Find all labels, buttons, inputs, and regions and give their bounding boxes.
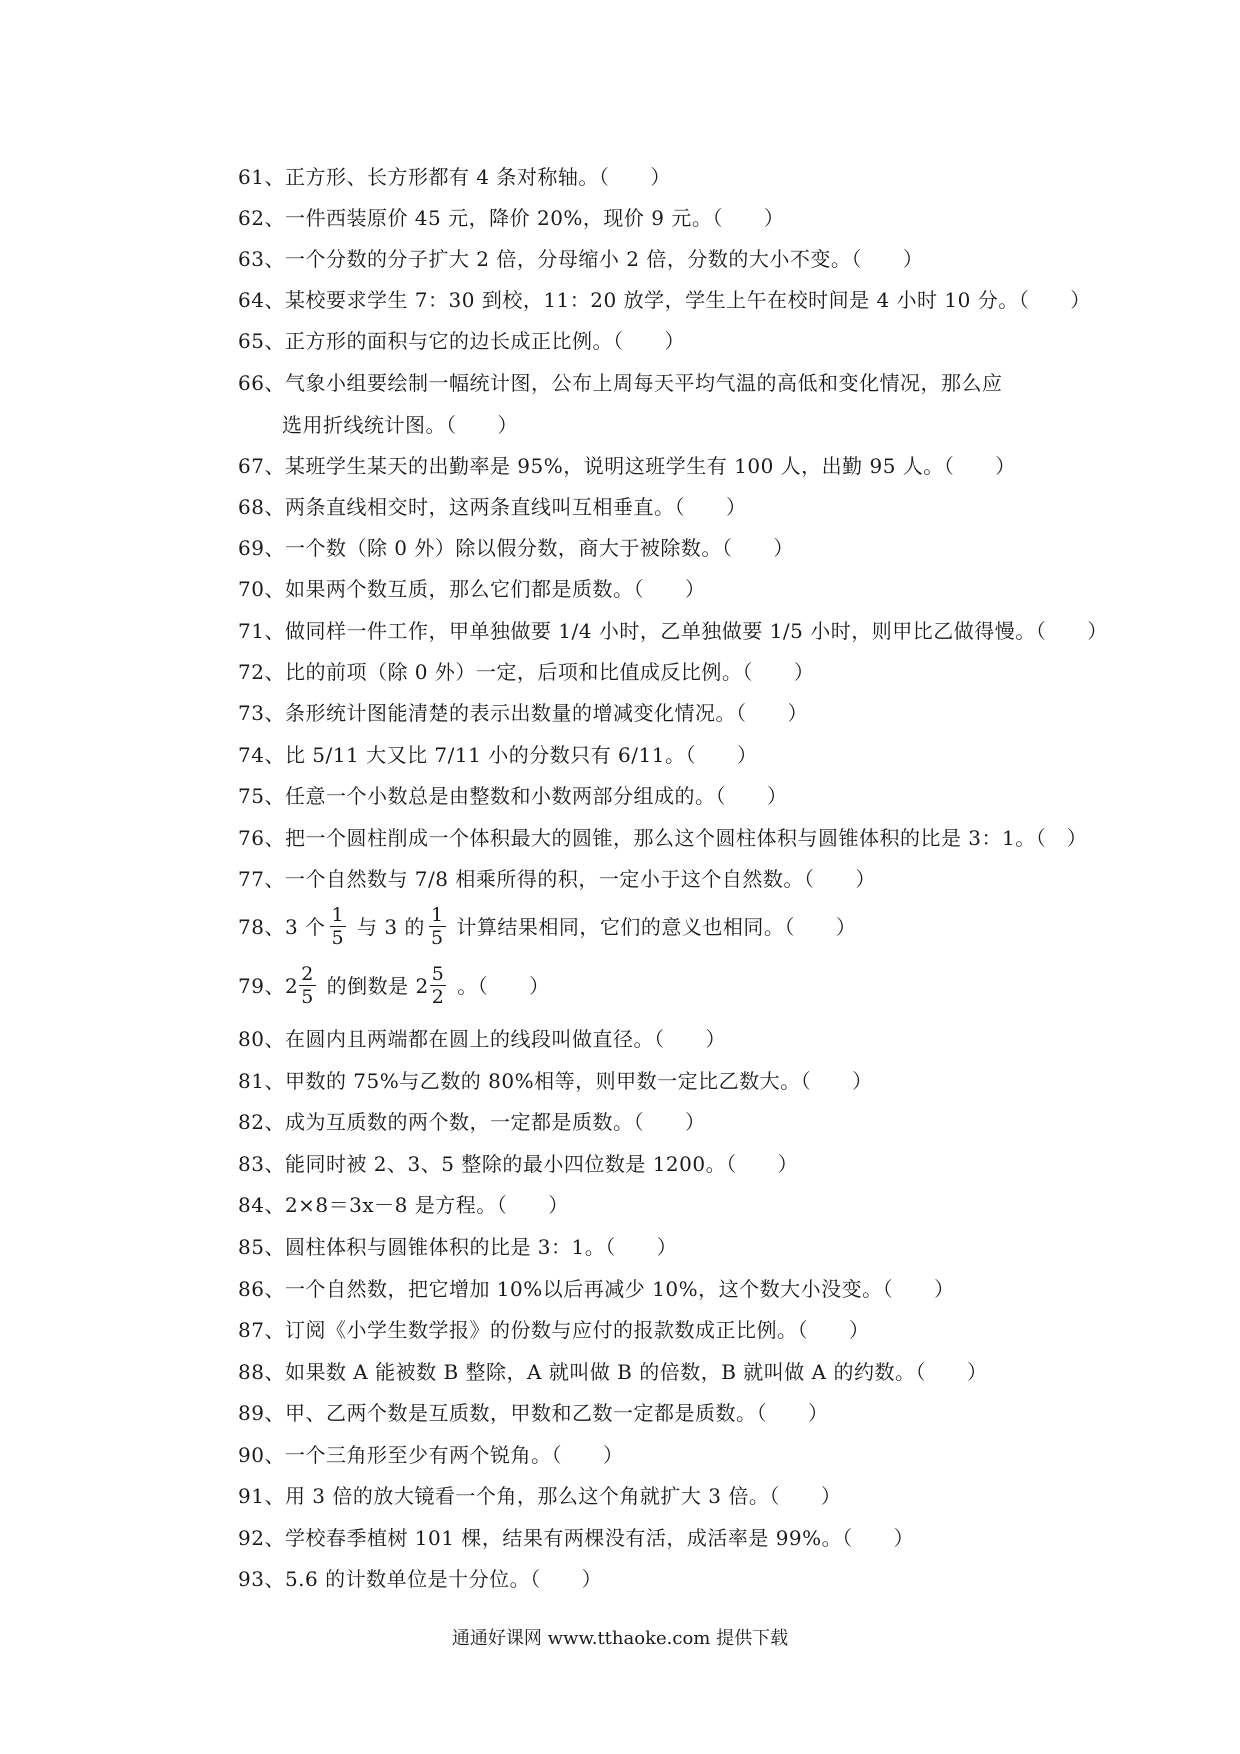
question-62: 62、一件西装原价 45 元，降价 20%，现价 9 元。（ ）	[238, 206, 785, 230]
question-70: 70、如果两个数互质，那么它们都是质数。（ ）	[238, 577, 706, 601]
q78-frac2-denominator: 5	[430, 927, 444, 949]
question-78	[238, 906, 856, 951]
q78-frac2-numerator: 1	[430, 904, 444, 926]
question-72: 72、比的前项（除 0 外）一定，后项和比值成反比例。（ ）	[238, 660, 815, 684]
question-61: 61、正方形、长方形都有 4 条对称轴。（ ）	[238, 165, 671, 189]
question-92: 92、学校春季植树 101 棵，结果有两棵没有活，成活率是 99%。（ ）	[238, 1526, 915, 1550]
question-75: 75、任意一个小数总是由整数和小数两部分组成的。（ ）	[238, 784, 788, 808]
question-81: 81、甲数的 75%与乙数的 80%相等，则甲数一定比乙数大。（ ）	[238, 1069, 873, 1093]
q79-fraction-2	[430, 963, 447, 1008]
question-91: 91、用 3 倍的放大镜看一个角，那么这个角就扩大 3 倍。（ ）	[238, 1484, 842, 1508]
q79-whole-2: 2	[415, 974, 429, 998]
question-77: 77、一个自然数与 7/8 相乘所得的积，一定小于这个自然数。（ ）	[238, 867, 876, 891]
question-86: 86、一个自然数，把它增加 10%以后再减少 10%，这个数大小没变。（ ）	[238, 1277, 955, 1301]
question-66-line2: 选用折线统计图。（ ）	[282, 413, 518, 437]
question-68: 68、两条直线相交时，这两条直线叫互相垂直。（ ）	[238, 495, 747, 519]
question-63: 63、一个分数的分子扩大 2 倍，分母缩小 2 倍，分数的大小不变。（ ）	[238, 247, 924, 271]
question-66-line1: 66、气象小组要绘制一幅统计图，公布上周每天平均气温的高低和变化情况，那么应	[238, 371, 1003, 395]
q79-fraction-1	[299, 963, 316, 1008]
q78-fraction-2	[429, 904, 446, 949]
q79-frac1-denominator: 5	[301, 986, 314, 1008]
question-73: 73、条形统计图能清楚的表示出数量的增减变化情况。（ ）	[238, 701, 808, 725]
q79-suffix: 。（ ）	[457, 974, 550, 998]
question-76: 76、把一个圆柱削成一个体积最大的圆锥，那么这个圆柱体积与圆锥体积的比是 3：1。（ ）	[238, 826, 1088, 850]
question-85: 85、圆柱体积与圆锥体积的比是 3：1。（ ）	[238, 1235, 678, 1259]
q79-prefix: 79、	[238, 974, 285, 998]
q79-whole-1: 2	[284, 974, 299, 998]
question-65: 65、正方形的面积与它的边长成正比例。（ ）	[238, 329, 685, 353]
question-84: 84、2×8＝3x－8 是方程。（ ）	[238, 1193, 569, 1217]
question-90: 90、一个三角形至少有两个锐角。（ ）	[238, 1443, 624, 1467]
question-93: 93、5.6 的计数单位是十分位。（ ）	[238, 1567, 603, 1591]
question-79	[238, 965, 550, 1010]
q79-frac2-numerator: 5	[431, 963, 445, 985]
q78-middle: 与 3 的	[356, 915, 425, 939]
question-87: 87、订阅《小学生数学报》的份数与应付的报款数成正比例。（ ）	[238, 1318, 870, 1342]
question-64: 64、某校要求学生 7：30 到校，11：20 放学，学生上午在校时间是 4 小时 10 分。（ ）	[238, 288, 1091, 312]
question-83: 83、能同时被 2、3、5 整除的最小四位数是 1200。（ ）	[238, 1152, 799, 1176]
q79-frac2-denominator: 2	[431, 986, 445, 1008]
question-88: 88、如果数 A 能被数 B 整除，A 就叫做 B 的倍数，B 就叫做 A 的约数。（ ）	[238, 1360, 988, 1384]
page-footer: 通通好课网 www.tthaoke.com 提供下载	[451, 1628, 789, 1649]
q79-frac1-numerator: 2	[301, 963, 314, 985]
question-89: 89、甲、乙两个数是互质数，甲数和乙数一定都是质数。（ ）	[238, 1401, 829, 1425]
q78-prefix: 78、3 个	[238, 915, 326, 939]
q78-frac1-numerator: 1	[331, 904, 345, 926]
question-71: 71、做同样一件工作，甲单独做要 1/4 小时，乙单独做要 1/5 小时，则甲比乙做得慢。（ ）	[238, 619, 1108, 643]
q78-frac1-denominator: 5	[331, 927, 345, 949]
q79-middle: 的倒数是	[326, 974, 409, 998]
question-74: 74、比 5/11 大又比 7/11 小的分数只有 6/11。（ ）	[238, 743, 758, 767]
question-82: 82、成为互质数的两个数，一定都是质数。（ ）	[238, 1110, 706, 1134]
question-67: 67、某班学生某天的出勤率是 95%，说明这班学生有 100 人，出勤 95 人。（ ）	[238, 454, 1016, 478]
q78-fraction-1	[330, 904, 347, 949]
question-80: 80、在圆内且两端都在圆上的线段叫做直径。（ ）	[238, 1027, 726, 1051]
q78-suffix: 计算结果相同，它们的意义也相同。（ ）	[456, 915, 857, 939]
question-69: 69、一个数（除 0 外）除以假分数，商大于被除数。（ ）	[238, 536, 794, 560]
